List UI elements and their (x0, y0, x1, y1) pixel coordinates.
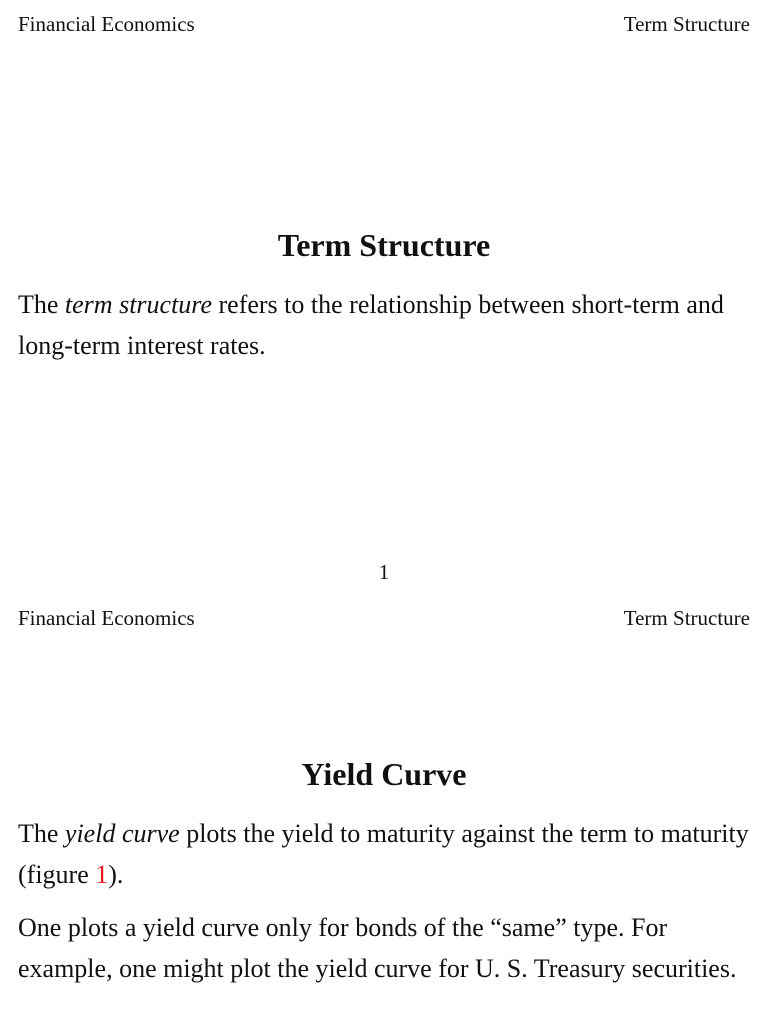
slide-title: Term Structure (277, 227, 491, 263)
body-paragraph (18, 813, 754, 895)
header-left: Financial Economics (18, 12, 195, 36)
text-run: refers to the relationship between short-term and long-term interest rates. (18, 290, 724, 360)
emphasis-term: term structure (64, 290, 212, 319)
body-paragraph (18, 284, 754, 366)
running-header (18, 14, 750, 35)
header-right: Term Structure (623, 12, 750, 36)
emphasis-term: yield curve (64, 819, 180, 848)
page-number: 1 (378, 560, 390, 584)
figure-reference-link[interactable]: 1 (95, 860, 109, 889)
text-run: plots the yield to maturity against the term to maturity (figure (18, 819, 749, 889)
header-right: Term Structure (623, 606, 750, 630)
text-run: The (18, 290, 65, 319)
body-paragraph: One plots a yield curve only for bonds of the “same” type. For example, one might plot the yield curve for U. S. Treasury securities. (18, 913, 737, 983)
header-left: Financial Economics (18, 606, 195, 630)
text-run: The (18, 819, 65, 848)
slide-title: Yield Curve (301, 756, 467, 792)
running-header (18, 608, 750, 629)
text-run: ). (108, 860, 124, 889)
